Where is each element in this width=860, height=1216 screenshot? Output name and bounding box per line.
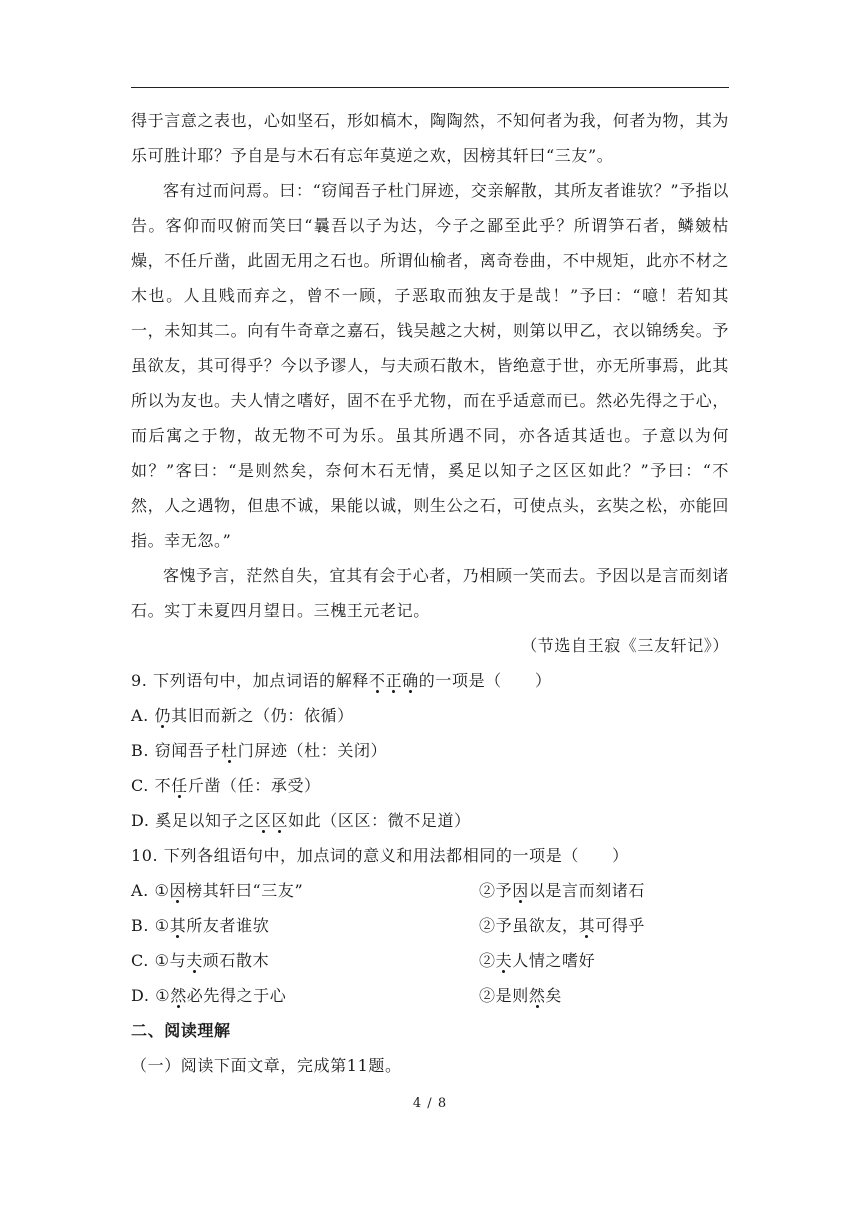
q9-option [131,803,729,838]
q10-option [131,873,729,908]
dotted-word [171,776,188,795]
dotted-word [155,706,172,725]
option-text: B. 窃闻吾子 [131,741,222,760]
option-text: 斤凿（任：承受） [187,776,321,795]
dotted-word [186,951,203,970]
q10-option-left [131,908,479,943]
option-text: C. ①与 [131,951,187,970]
option-text: C. 不 [131,776,172,795]
option-text: 顽石散木 [202,951,270,970]
dotted-word [170,986,187,1005]
document-body [131,103,729,1083]
emphasis-char: 然 [170,986,187,1005]
question-9-options [131,698,729,838]
q9-stem-emphasis [369,671,419,690]
emphasis-char: 夫 [495,951,513,970]
dotted-word [169,881,186,900]
dotted-word [170,916,187,935]
q10-option-right [479,873,729,908]
passage-source: （节选自王寂《三友轩记》） [521,636,729,655]
option-text: 矣 [545,986,563,1005]
emphasis-char: 确 [402,671,419,690]
option-text: A. ① [131,881,170,900]
emphasis-char: 区 [271,811,289,830]
option-text: ②予 [479,881,513,900]
q9-option [131,698,729,733]
question-10-stem: 10. 下列各组语句中，加点词的意义和用法都相同的一项是（ ） [131,846,629,865]
q10-option [131,908,729,943]
header-rule [131,87,729,88]
emphasis-char: 任 [171,776,188,795]
q9-option [131,768,729,803]
option-text: 所友者谁欤 [186,916,270,935]
q9-stem-part-a: 9. 下列语句中，加点词语的解释 [131,671,369,690]
emphasis-char: 区 [254,811,272,830]
emphasis-char: 因 [512,881,529,900]
dotted-word [529,986,546,1005]
passage-paragraph-3: 客愧予言，茫然自失，宜其有会于心者，乃相顾一笑而去。予因以是言而刻诸石。实丁未夏四月望日。三槐王元老记。 [131,566,729,620]
option-text: 以是言而刻诸石 [528,881,646,900]
emphasis-char: 正 [385,671,403,690]
option-text: ②予虽欲友， [479,916,579,935]
dotted-word [512,881,529,900]
dotted-word [496,951,513,970]
option-text: ②是则 [479,986,529,1005]
q10-option-left [131,943,479,978]
option-text: D. 奚足以知子之 [131,811,255,830]
q9-stem-part-b: 的一项是（ ） [418,671,552,690]
option-text: B. ① [131,916,170,935]
emphasis-char: 然 [528,986,546,1005]
passage-paragraph-2: 客有过而问焉。曰：“窃闻吾子杜门屏迹，交亲解散，其所友者谁欤？”予指以告。客仰而叹俯而笑曰“曩吾以子为达，今子之鄙至此乎？所谓笋石者，鳞皴枯燥，不任斤凿，此固无用之石也。所谓仙榆者，离奇卷曲，不中规矩，此亦不材之木也。人且贱而弃之，曾不一顾，子恶取而独友于是哉！”予曰：“噫！若知其一，未知其二。向有牛奇章之嘉石，钱吴越之大树，则第以甲乙，衣以锦绣矣。予虽欲友，其可得乎？今以予谬人，与夫顽石散木，皆绝意于世，亦无所事焉，此其所以为友也。夫人情之嗜好，固不在乎尤物，而在乎适意而已。然必先得之于心，而后寓之于物，故无物不可为乐。虽其所遇不同，亦各适其适也。子意以为何如？”客曰：“是则然矣，奈何木石无情，奚足以知子之区区如此？”予曰：“不然，人之遇物，但患不诚，果能以诚，则生公之石，可使点头，玄奘之松，亦能回指。幸无忽。” [131,181,729,550]
option-text: A. [131,706,155,725]
option-text: D. ① [131,986,171,1005]
emphasis-char: 仍 [154,706,172,725]
section-subheading: （一）阅读下面文章，完成第11题。 [131,1056,402,1075]
dotted-word [579,916,596,935]
q10-option-right [479,943,729,978]
option-text: ② [479,951,496,970]
section-heading: 二、阅读理解 [131,1021,231,1040]
q10-option-left [131,978,479,1013]
q9-option [131,733,729,768]
q10-option-right [479,978,729,1013]
option-text: 其旧而新之（仍：依循） [171,706,354,725]
emphasis-char: 杜 [221,741,238,760]
page-number: 4 / 8 [412,1096,448,1111]
emphasis-char: 不 [368,671,386,690]
option-text: 门屏迹（杜：关闭） [237,741,388,760]
option-text: 如此（区区：微不足道） [288,811,471,830]
q10-option-right [479,908,729,943]
q10-option [131,978,729,1013]
dotted-word [255,811,288,830]
q10-option-left [131,873,479,908]
emphasis-char: 其 [169,916,187,935]
passage-paragraph-1: 得于言意之表也，心如坚石，形如槁木，陶陶然，不知何者为我，何者为物，其为乐可胜计耶？予自是与木石有忘年莫逆之欢，因榜其轩曰“三友”。 [131,111,729,165]
q10-option [131,943,729,978]
option-text: 人情之嗜好 [512,951,596,970]
dotted-word [221,741,238,760]
option-text: 可得乎 [595,916,646,935]
option-text: 榜其轩曰“三友” [186,881,304,900]
emphasis-char: 其 [578,916,596,935]
emphasis-char: 因 [169,881,187,900]
emphasis-char: 夫 [186,951,203,970]
question-10-options [131,873,729,1013]
option-text: 必先得之于心 [186,986,287,1005]
question-9-stem [131,663,729,698]
